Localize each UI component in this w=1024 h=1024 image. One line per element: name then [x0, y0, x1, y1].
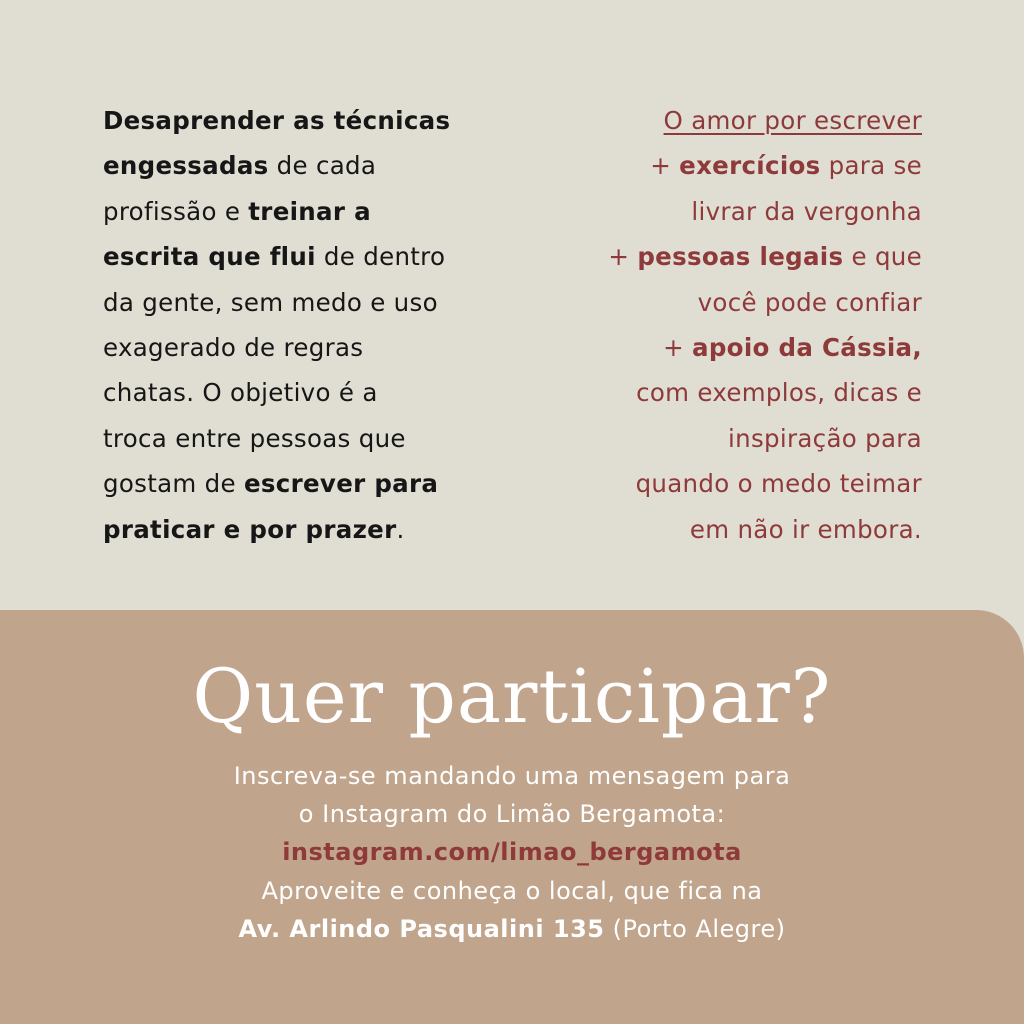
bold-text: escrever para	[244, 469, 439, 499]
address-bold: Av. Arlindo Pasqualini 135	[238, 914, 605, 943]
regular-text: de dentro	[315, 242, 446, 272]
cta-body	[0, 757, 1024, 948]
right-heading: O amor por escrever	[663, 106, 922, 135]
text-line	[542, 507, 922, 552]
text-line	[542, 416, 922, 461]
text-line	[103, 280, 488, 325]
regular-text: troca entre pessoas que	[103, 423, 406, 453]
regular-text: gostam de	[103, 469, 244, 499]
bold-text: apoio da Cássia,	[692, 333, 922, 363]
text-line	[542, 461, 922, 506]
bold-text: engessadas	[103, 151, 269, 181]
text-line	[542, 325, 922, 370]
plus-sign: +	[608, 242, 638, 272]
cta-title: Quer participar?	[192, 654, 832, 740]
regular-text: .	[396, 514, 405, 544]
regular-text: você pode confiar	[697, 287, 922, 317]
address-city: (Porto Alegre)	[604, 914, 786, 943]
regular-text: exagerado de regras	[103, 333, 364, 363]
plus-sign: +	[650, 151, 680, 181]
text-line	[542, 370, 922, 415]
text-line	[542, 280, 922, 325]
bold-text: exercícios	[679, 151, 821, 181]
regular-text: para se	[820, 151, 922, 181]
text-line	[103, 325, 488, 370]
plus-sign: +	[663, 333, 693, 363]
text-line	[542, 189, 922, 234]
bold-text: Desaprender as técnicas	[103, 106, 451, 135]
instagram-link[interactable]: instagram.com/limao_bergamota	[282, 838, 742, 867]
text-line	[103, 189, 488, 234]
text-line	[542, 234, 922, 279]
bold-text: praticar e por prazer	[103, 514, 397, 544]
regular-text: com exemplos, dicas e	[636, 378, 922, 408]
text-line	[542, 143, 922, 188]
bold-text: treinar a	[248, 196, 371, 226]
bold-text: escrita que flui	[103, 242, 316, 272]
address-line	[0, 910, 1024, 948]
text-line	[103, 143, 488, 188]
text-line	[103, 370, 488, 415]
regular-text: profissão e	[103, 196, 249, 226]
regular-text: chatas. O objetivo é a	[103, 378, 378, 408]
text-line	[103, 416, 488, 461]
regular-text: de cada	[268, 151, 377, 181]
regular-text: em não ir embora.	[689, 514, 922, 544]
cta-line: Aproveite e conheça o local, que fica na	[261, 876, 763, 905]
left-text-block	[103, 98, 488, 552]
regular-text: da gente, sem medo e uso	[103, 287, 438, 317]
cta-line: Inscreva-se mandando uma mensagem para	[233, 762, 791, 790]
cta-line: o Instagram do Limão Bergamota:	[298, 800, 726, 829]
text-line	[103, 507, 488, 552]
text-line	[103, 234, 488, 279]
regular-text: livrar da vergonha	[691, 196, 922, 226]
regular-text: quando o medo teimar	[635, 469, 922, 499]
regular-text: inspiração para	[728, 423, 922, 453]
text-line	[103, 98, 488, 143]
right-text-block	[542, 98, 922, 552]
regular-text: e que	[843, 242, 922, 272]
text-line	[103, 461, 488, 506]
bold-text: pessoas legais	[637, 242, 844, 272]
